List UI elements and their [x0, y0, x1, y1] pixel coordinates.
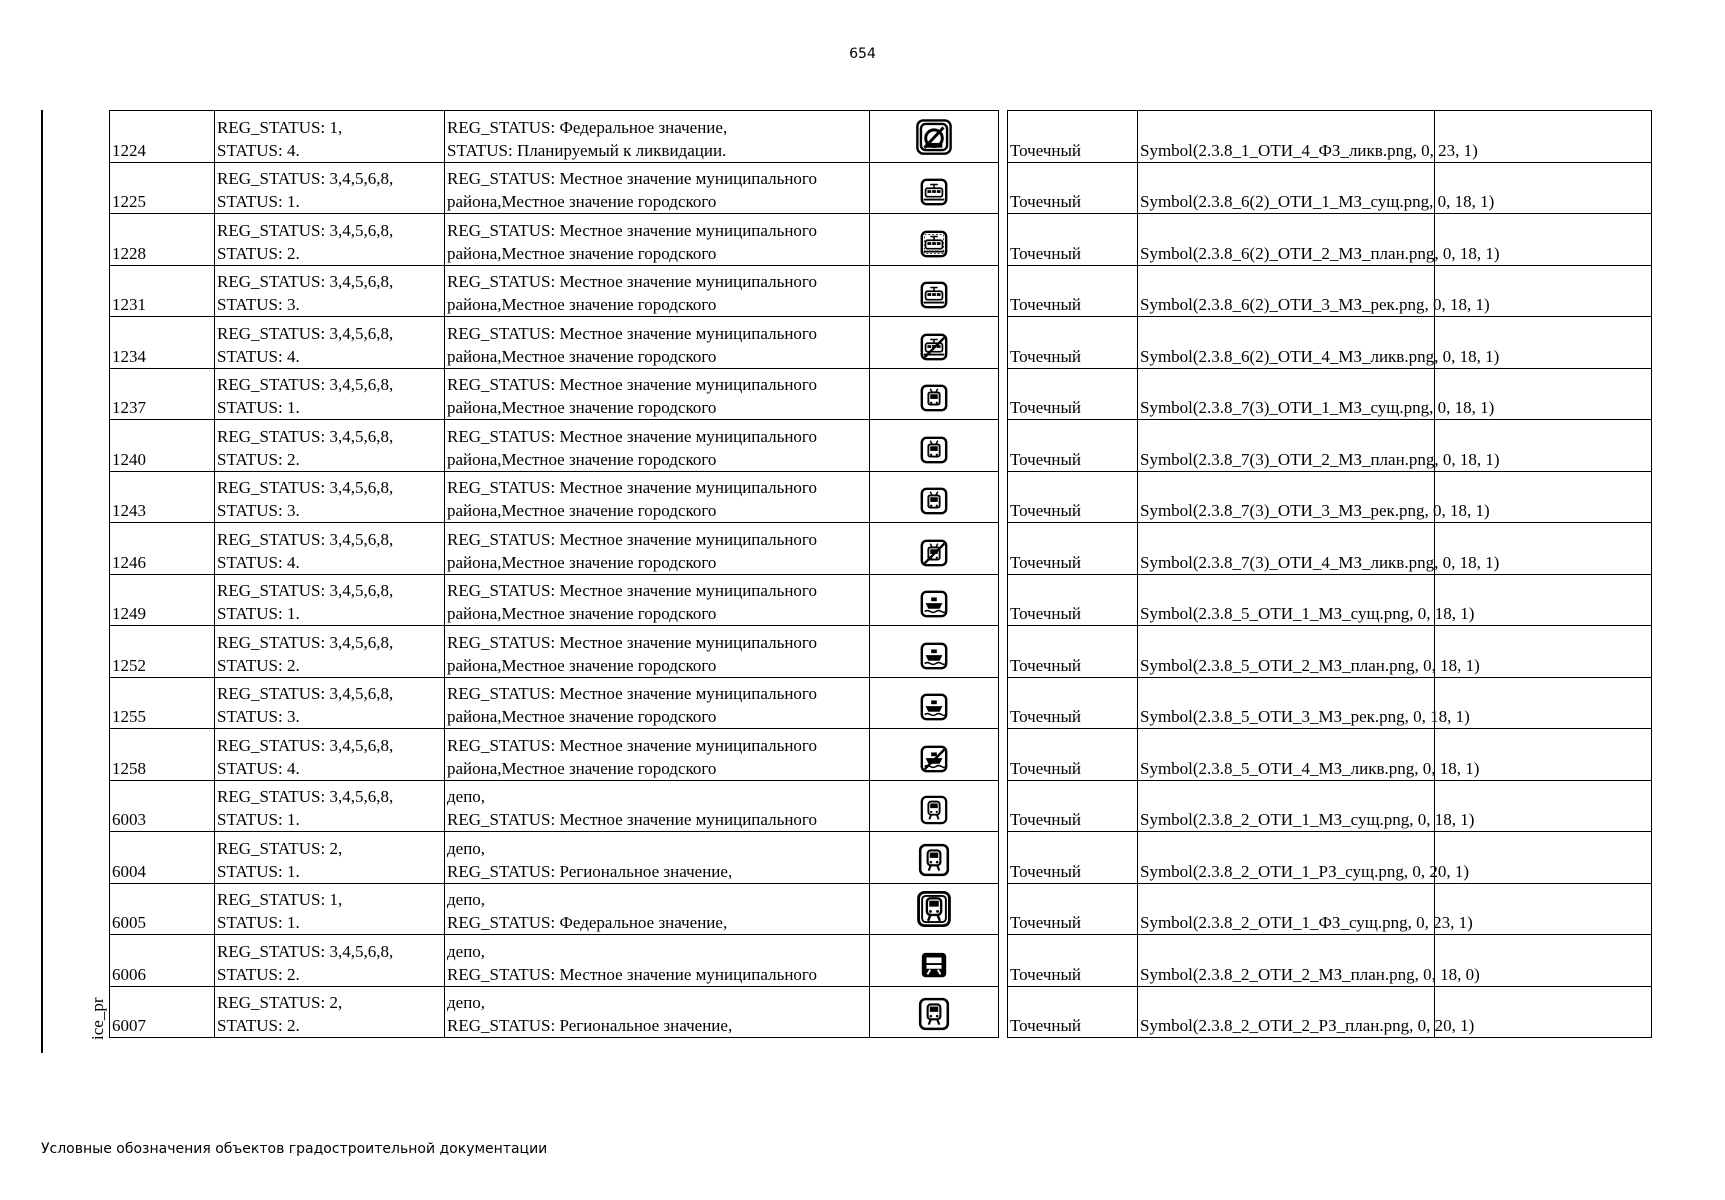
ship-liquidation-icon [919, 744, 949, 780]
column-gap [999, 265, 1008, 317]
geometry-type-cell: Точечный [1008, 986, 1138, 1038]
symbol-cell [870, 420, 999, 472]
symbol-code-cell: 1255 [110, 677, 215, 729]
table-row [110, 935, 1652, 987]
symbol-expression-cell: Symbol(2.3.8_6(2)_ОТИ_2_МЗ_план.png, 0, 18, 1) [1138, 214, 1435, 266]
filter-cell [215, 111, 445, 163]
geometry-type-cell: Точечный [1008, 935, 1138, 987]
column-gap [999, 111, 1008, 163]
filter-reg-status: REG_STATUS: 2, [217, 993, 343, 1012]
symbol-cell [870, 111, 999, 163]
table-row [110, 162, 1652, 214]
description-line-1: депо, [447, 787, 486, 806]
filter-reg-status: REG_STATUS: 3,4,5,6,8, [217, 220, 394, 240]
table-row [110, 832, 1652, 884]
filter-reg-status: REG_STATUS: 3,4,5,6,8, [217, 941, 394, 961]
description-line-1: REG_STATUS: Местное значение муниципального [447, 632, 817, 652]
symbol-cell [870, 780, 999, 832]
geometry-type-cell: Точечный [1008, 265, 1138, 317]
symbol-code-cell: 1252 [110, 626, 215, 678]
ship-existing-icon [919, 589, 949, 625]
filter-reg-status: REG_STATUS: 3,4,5,6,8, [217, 478, 394, 497]
column-gap [999, 729, 1008, 781]
table-row [110, 626, 1652, 678]
depot-train-mz-existing-icon [919, 795, 949, 831]
filter-status: STATUS: 1. [217, 604, 300, 623]
symbol-cell [870, 368, 999, 420]
symbol-expression-cell: Symbol(2.3.8_6(2)_ОТИ_3_МЗ_рек.png, 0, 18, 1) [1138, 265, 1435, 317]
column-gap [999, 368, 1008, 420]
column-gap [999, 574, 1008, 626]
column-gap [999, 935, 1008, 987]
description-line-1: депо, [447, 890, 486, 909]
filter-status: STATUS: 1. [217, 913, 300, 932]
ship-planned-icon [919, 641, 949, 677]
filter-reg-status: REG_STATUS: 1, [217, 117, 343, 137]
description-cell [445, 780, 870, 832]
symbol-code-cell: 6007 [110, 986, 215, 1038]
table-row [110, 368, 1652, 420]
filter-status: STATUS: 3. [217, 501, 300, 520]
filter-cell [215, 677, 445, 729]
column-gap [999, 986, 1008, 1038]
ship-reconstruction-icon [919, 692, 949, 728]
description-cell [445, 574, 870, 626]
description-cell [445, 111, 870, 163]
geometry-type-cell: Точечный [1008, 214, 1138, 266]
description-line-1: REG_STATUS: Местное значение муниципального [447, 323, 817, 343]
filter-status: STATUS: 2. [217, 449, 300, 469]
symbol-expression-cell: Symbol(2.3.8_5_ОТИ_3_МЗ_рек.png, 0, 18, 1) [1138, 677, 1435, 729]
table-row [110, 420, 1652, 472]
fz-liquidation-icon [915, 118, 953, 162]
description-cell [445, 368, 870, 420]
symbol-code-cell: 6004 [110, 832, 215, 884]
description-line-1: REG_STATUS: Местное значение муниципального [447, 581, 817, 600]
description-line-1: REG_STATUS: Местное значение муниципального [447, 684, 817, 703]
symbol-cell [870, 883, 999, 935]
symbol-code-cell: 6005 [110, 883, 215, 935]
symbol-cell [870, 574, 999, 626]
description-line-2: района,Местное значение городского [447, 655, 717, 675]
description-line-1: депо, [447, 838, 486, 858]
filter-cell [215, 368, 445, 420]
symbol-code-cell: 1228 [110, 214, 215, 266]
description-line-2: района,Местное значение городского [447, 604, 717, 623]
symbol-cell [870, 935, 999, 987]
filter-status: STATUS: 4. [217, 552, 300, 572]
symbol-code-cell: 1231 [110, 265, 215, 317]
description-line-2: STATUS: Планируемый к ликвидации. [447, 140, 727, 160]
filter-status: STATUS: 1. [217, 861, 300, 881]
column-gap [999, 780, 1008, 832]
symbol-expression-cell: Symbol(2.3.8_7(3)_ОТИ_3_МЗ_рек.png, 0, 18, 1) [1138, 471, 1435, 523]
filter-reg-status: REG_STATUS: 3,4,5,6,8, [217, 426, 394, 446]
symbol-code-cell: 1225 [110, 162, 215, 214]
description-line-1: REG_STATUS: Местное значение муниципального [447, 426, 817, 446]
tram-planned-icon [919, 229, 949, 265]
depot-train-mz-planned-icon [919, 950, 949, 986]
symbol-cell [870, 986, 999, 1038]
filter-reg-status: REG_STATUS: 3,4,5,6,8, [217, 632, 394, 652]
geometry-type-cell: Точечный [1008, 523, 1138, 575]
footer-title: Условные обозначения объектов градостроительной документации [41, 1141, 548, 1157]
geometry-type-cell: Точечный [1008, 729, 1138, 781]
symbol-code-cell: 1243 [110, 471, 215, 523]
column-gap [999, 677, 1008, 729]
description-line-2: района,Местное значение городского [447, 295, 717, 314]
description-line-1: депо, [447, 941, 486, 961]
filter-reg-status: REG_STATUS: 1, [217, 890, 343, 909]
filter-reg-status: REG_STATUS: 3,4,5,6,8, [217, 529, 394, 549]
description-cell [445, 471, 870, 523]
filter-reg-status: REG_STATUS: 2, [217, 838, 343, 858]
symbol-cell [870, 729, 999, 781]
filter-status: STATUS: 1. [217, 810, 300, 829]
geometry-type-cell: Точечный [1008, 780, 1138, 832]
filter-cell [215, 935, 445, 987]
symbol-code-cell: 1237 [110, 368, 215, 420]
tram-liquidation-icon [919, 332, 949, 368]
filter-cell [215, 420, 445, 472]
symbol-expression-cell: Symbol(2.3.8_2_ОТИ_1_МЗ_сущ.png, 0, 18, 1) [1138, 780, 1435, 832]
tram-existing-icon [919, 177, 949, 213]
table-row [110, 729, 1652, 781]
filter-cell [215, 265, 445, 317]
geometry-type-cell: Точечный [1008, 368, 1138, 420]
geometry-type-cell: Точечный [1008, 471, 1138, 523]
depot-train-rz-existing-icon [917, 843, 951, 883]
symbol-code-cell: 1224 [110, 111, 215, 163]
description-line-1: REG_STATUS: Местное значение муниципального [447, 529, 817, 549]
symbol-cell [870, 471, 999, 523]
filter-cell [215, 214, 445, 266]
column-gap [999, 626, 1008, 678]
column-gap [999, 471, 1008, 523]
column-gap [999, 214, 1008, 266]
table-row [110, 317, 1652, 369]
description-line-2: района,Местное значение городского [447, 758, 717, 778]
table-row [110, 883, 1652, 935]
description-cell [445, 677, 870, 729]
symbol-cell [870, 626, 999, 678]
description-line-2: района,Местное значение городского [447, 192, 717, 211]
trolleybus-existing-icon [919, 383, 949, 419]
column-gap [999, 523, 1008, 575]
symbol-cell [870, 677, 999, 729]
filter-status: STATUS: 2. [217, 964, 300, 984]
geometry-type-cell: Точечный [1008, 883, 1138, 935]
description-line-1: REG_STATUS: Местное значение муниципального [447, 272, 817, 291]
filter-reg-status: REG_STATUS: 3,4,5,6,8, [217, 169, 394, 188]
column-gap [999, 162, 1008, 214]
description-line-2: района,Местное значение городского [447, 501, 717, 520]
description-cell [445, 420, 870, 472]
filter-reg-status: REG_STATUS: 3,4,5,6,8, [217, 375, 394, 394]
description-line-1: REG_STATUS: Местное значение муниципального [447, 735, 817, 755]
symbol-code-cell: 1249 [110, 574, 215, 626]
filter-reg-status: REG_STATUS: 3,4,5,6,8, [217, 272, 394, 291]
description-cell [445, 935, 870, 987]
symbol-expression-cell: Symbol(2.3.8_2_ОТИ_1_РЗ_сущ.png, 0, 20, 1) [1138, 832, 1435, 884]
description-line-1: REG_STATUS: Местное значение муниципального [447, 478, 817, 497]
filter-cell [215, 729, 445, 781]
filter-status: STATUS: 2. [217, 243, 300, 263]
symbol-expression-cell: Symbol(2.3.8_2_ОТИ_2_МЗ_план.png, 0, 18, 0) [1138, 935, 1435, 987]
table-row [110, 471, 1652, 523]
description-line-2: района,Местное значение городского [447, 398, 717, 417]
symbol-code-cell: 6006 [110, 935, 215, 987]
symbol-expression-cell: Symbol(2.3.8_6(2)_ОТИ_4_МЗ_ликв.png, 0, 18, 1) [1138, 317, 1435, 369]
symbol-code-cell: 1234 [110, 317, 215, 369]
description-line-2: REG_STATUS: Федеральное значение, [447, 913, 728, 932]
geometry-type-cell: Точечный [1008, 111, 1138, 163]
symbol-cell [870, 523, 999, 575]
description-line-2: района,Местное значение городского [447, 346, 717, 366]
geometry-type-cell: Точечный [1008, 677, 1138, 729]
geometry-type-cell: Точечный [1008, 626, 1138, 678]
filter-status: STATUS: 4. [217, 346, 300, 366]
symbol-expression-cell: Symbol(2.3.8_5_ОТИ_1_МЗ_сущ.png, 0, 18, 1) [1138, 574, 1435, 626]
filter-cell [215, 162, 445, 214]
filter-cell [215, 883, 445, 935]
filter-cell [215, 780, 445, 832]
trolleybus-planned-icon [919, 435, 949, 471]
description-line-1: REG_STATUS: Местное значение муниципального [447, 169, 817, 188]
trolleybus-reconstruction-icon [919, 486, 949, 522]
column-gap [999, 317, 1008, 369]
symbol-expression-cell: Symbol(2.3.8_5_ОТИ_2_МЗ_план.png, 0, 18, 1) [1138, 626, 1435, 678]
symbol-cell [870, 162, 999, 214]
filter-reg-status: REG_STATUS: 3,4,5,6,8, [217, 787, 394, 806]
symbol-expression-cell: Symbol(2.3.8_2_ОТИ_1_ФЗ_сущ.png, 0, 23, 1) [1138, 883, 1435, 935]
filter-cell [215, 626, 445, 678]
table-row [110, 523, 1652, 575]
description-line-2: района,Местное значение городского [447, 552, 717, 572]
filter-status: STATUS: 4. [217, 140, 300, 160]
filter-cell [215, 523, 445, 575]
description-cell [445, 523, 870, 575]
page-number: 654 [849, 46, 876, 62]
description-cell [445, 729, 870, 781]
filter-reg-status: REG_STATUS: 3,4,5,6,8, [217, 735, 394, 755]
filter-reg-status: REG_STATUS: 3,4,5,6,8, [217, 323, 394, 343]
filter-status: STATUS: 3. [217, 295, 300, 314]
table-row [110, 111, 1652, 163]
symbol-expression-cell: Symbol(2.3.8_7(3)_ОТИ_1_МЗ_сущ.png, 0, 18, 1) [1138, 368, 1435, 420]
margin-text: ice_pr [88, 997, 107, 1040]
geometry-type-cell: Точечный [1008, 832, 1138, 884]
description-line-2: REG_STATUS: Региональное значение, [447, 1016, 733, 1035]
trolleybus-liquidation-icon [919, 538, 949, 574]
filter-status: STATUS: 2. [217, 1016, 300, 1035]
description-line-2: REG_STATUS: Региональное значение, [447, 861, 733, 881]
geometry-type-cell: Точечный [1008, 420, 1138, 472]
geometry-type-cell: Точечный [1008, 574, 1138, 626]
symbol-cell [870, 317, 999, 369]
filter-status: STATUS: 1. [217, 398, 300, 417]
symbol-code-cell: 1258 [110, 729, 215, 781]
symbol-expression-cell: Symbol(2.3.8_5_ОТИ_4_МЗ_ликв.png, 0, 18, 1) [1138, 729, 1435, 781]
description-line-2: REG_STATUS: Местное значение муниципального [447, 810, 817, 829]
geometry-type-cell: Точечный [1008, 162, 1138, 214]
description-cell [445, 832, 870, 884]
filter-status: STATUS: 4. [217, 758, 300, 778]
symbol-expression-cell: Symbol(2.3.8_7(3)_ОТИ_2_МЗ_план.png, 0, 18, 1) [1138, 420, 1435, 472]
filter-cell [215, 317, 445, 369]
description-cell [445, 162, 870, 214]
filter-status: STATUS: 2. [217, 655, 300, 675]
table-row [110, 677, 1652, 729]
description-line-2: района,Местное значение городского [447, 449, 717, 469]
symbol-expression-cell: Symbol(2.3.8_2_ОТИ_2_РЗ_план.png, 0, 20, 1) [1138, 986, 1435, 1038]
depot-train-rz-planned-icon [917, 997, 951, 1037]
description-line-2: района,Местное значение городского [447, 707, 717, 726]
symbol-cell [870, 832, 999, 884]
description-cell [445, 265, 870, 317]
filter-cell [215, 986, 445, 1038]
table-row [110, 574, 1652, 626]
description-line-1: REG_STATUS: Местное значение муниципального [447, 375, 817, 394]
margin-rule [41, 110, 43, 1053]
filter-cell [215, 471, 445, 523]
description-cell [445, 626, 870, 678]
symbol-expression-cell: Symbol(2.3.8_6(2)_ОТИ_1_МЗ_сущ.png, 0, 18, 1) [1138, 162, 1435, 214]
table-row [110, 780, 1652, 832]
filter-reg-status: REG_STATUS: 3,4,5,6,8, [217, 684, 394, 703]
filter-cell [215, 832, 445, 884]
table-row [110, 986, 1652, 1038]
description-line-1: депо, [447, 993, 486, 1012]
description-line-1: REG_STATUS: Местное значение муниципального [447, 220, 817, 240]
column-gap [999, 420, 1008, 472]
description-cell [445, 317, 870, 369]
symbol-code-cell: 1246 [110, 523, 215, 575]
description-cell [445, 883, 870, 935]
symbols-table [109, 110, 1652, 1038]
depot-train-fz-existing-icon [915, 890, 953, 934]
symbol-code-cell: 1240 [110, 420, 215, 472]
description-line-1: REG_STATUS: Федеральное значение, [447, 117, 728, 137]
symbol-cell [870, 265, 999, 317]
table-row [110, 265, 1652, 317]
description-cell [445, 986, 870, 1038]
symbol-expression-cell: Symbol(2.3.8_7(3)_ОТИ_4_МЗ_ликв.png, 0, 18, 1) [1138, 523, 1435, 575]
filter-reg-status: REG_STATUS: 3,4,5,6,8, [217, 581, 394, 600]
description-line-2: REG_STATUS: Местное значение муниципального [447, 964, 817, 984]
filter-cell [215, 574, 445, 626]
filter-status: STATUS: 1. [217, 192, 300, 211]
description-cell [445, 214, 870, 266]
column-gap [999, 832, 1008, 884]
table-row [110, 214, 1652, 266]
description-line-2: района,Местное значение городского [447, 243, 717, 263]
symbol-expression-cell: Symbol(2.3.8_1_ОТИ_4_ФЗ_ликв.png, 0, 23, 1) [1138, 111, 1435, 163]
column-gap [999, 883, 1008, 935]
symbol-cell [870, 214, 999, 266]
tram-reconstruction-icon [919, 280, 949, 316]
symbol-code-cell: 6003 [110, 780, 215, 832]
geometry-type-cell: Точечный [1008, 317, 1138, 369]
filter-status: STATUS: 3. [217, 707, 300, 726]
